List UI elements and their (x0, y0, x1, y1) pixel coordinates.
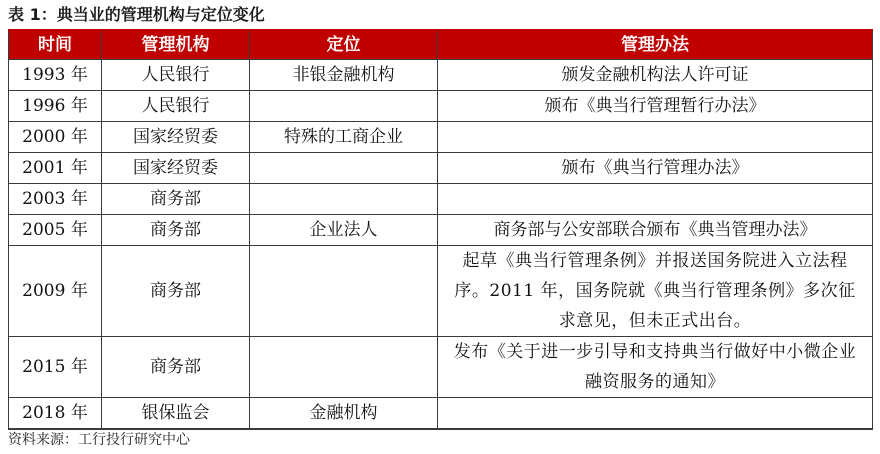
cell-position (250, 153, 438, 184)
table-row (9, 60, 873, 91)
cell-year: 2009 年 (9, 246, 102, 337)
cell-agency: 银保监会 (102, 398, 250, 430)
cell-method: 发布《关于进一步引导和支持典当行做好中小微企业融资服务的通知》 (438, 337, 873, 398)
header-method: 管理办法 (438, 30, 873, 60)
agency-table (8, 29, 873, 430)
cell-year: 2005 年 (9, 215, 102, 246)
cell-agency: 国家经贸委 (102, 122, 250, 153)
cell-year: 1993 年 (9, 60, 102, 91)
cell-position (250, 246, 438, 337)
cell-position (250, 91, 438, 122)
cell-agency: 国家经贸委 (102, 153, 250, 184)
cell-method: 颁布《典当行管理暂行办法》 (438, 91, 873, 122)
cell-position (250, 184, 438, 215)
cell-method (438, 398, 873, 430)
cell-year: 2015 年 (9, 337, 102, 398)
header-agency: 管理机构 (102, 30, 250, 60)
source-note: 资料来源：工行投行研究中心 (8, 432, 190, 448)
cell-year: 1996 年 (9, 91, 102, 122)
cell-agency: 商务部 (102, 337, 250, 398)
table-row (9, 91, 873, 122)
cell-position: 企业法人 (250, 215, 438, 246)
cell-agency: 商务部 (102, 246, 250, 337)
table-row (9, 398, 873, 430)
table-title: 表 1：典当业的管理机构与定位变化 (8, 5, 265, 24)
cell-method: 商务部与公安部联合颁布《典当管理办法》 (438, 215, 873, 246)
cell-agency: 人民银行 (102, 60, 250, 91)
table-row (9, 184, 873, 215)
cell-method: 颁发金融机构法人许可证 (438, 60, 873, 91)
header-time: 时间 (9, 30, 102, 60)
cell-agency: 商务部 (102, 184, 250, 215)
table-row (9, 122, 873, 153)
header-position: 定位 (250, 30, 438, 60)
cell-position: 金融机构 (250, 398, 438, 430)
cell-position (250, 337, 438, 398)
cell-method (438, 122, 873, 153)
cell-position: 特殊的工商企业 (250, 122, 438, 153)
table-row (9, 246, 873, 337)
cell-agency: 商务部 (102, 215, 250, 246)
cell-position: 非银金融机构 (250, 60, 438, 91)
table-row (9, 337, 873, 398)
cell-method (438, 184, 873, 215)
header-row (9, 30, 873, 60)
cell-agency: 人民银行 (102, 91, 250, 122)
cell-method: 起草《典当行管理条例》并报送国务院进入立法程序。2011 年，国务院就《典当行管理条例》多次征求意见，但未正式出台。 (438, 246, 873, 337)
table-row (9, 215, 873, 246)
cell-year: 2001 年 (9, 153, 102, 184)
cell-year: 2003 年 (9, 184, 102, 215)
table-row (9, 153, 873, 184)
cell-method: 颁布《典当行管理办法》 (438, 153, 873, 184)
cell-year: 2000 年 (9, 122, 102, 153)
cell-year: 2018 年 (9, 398, 102, 430)
